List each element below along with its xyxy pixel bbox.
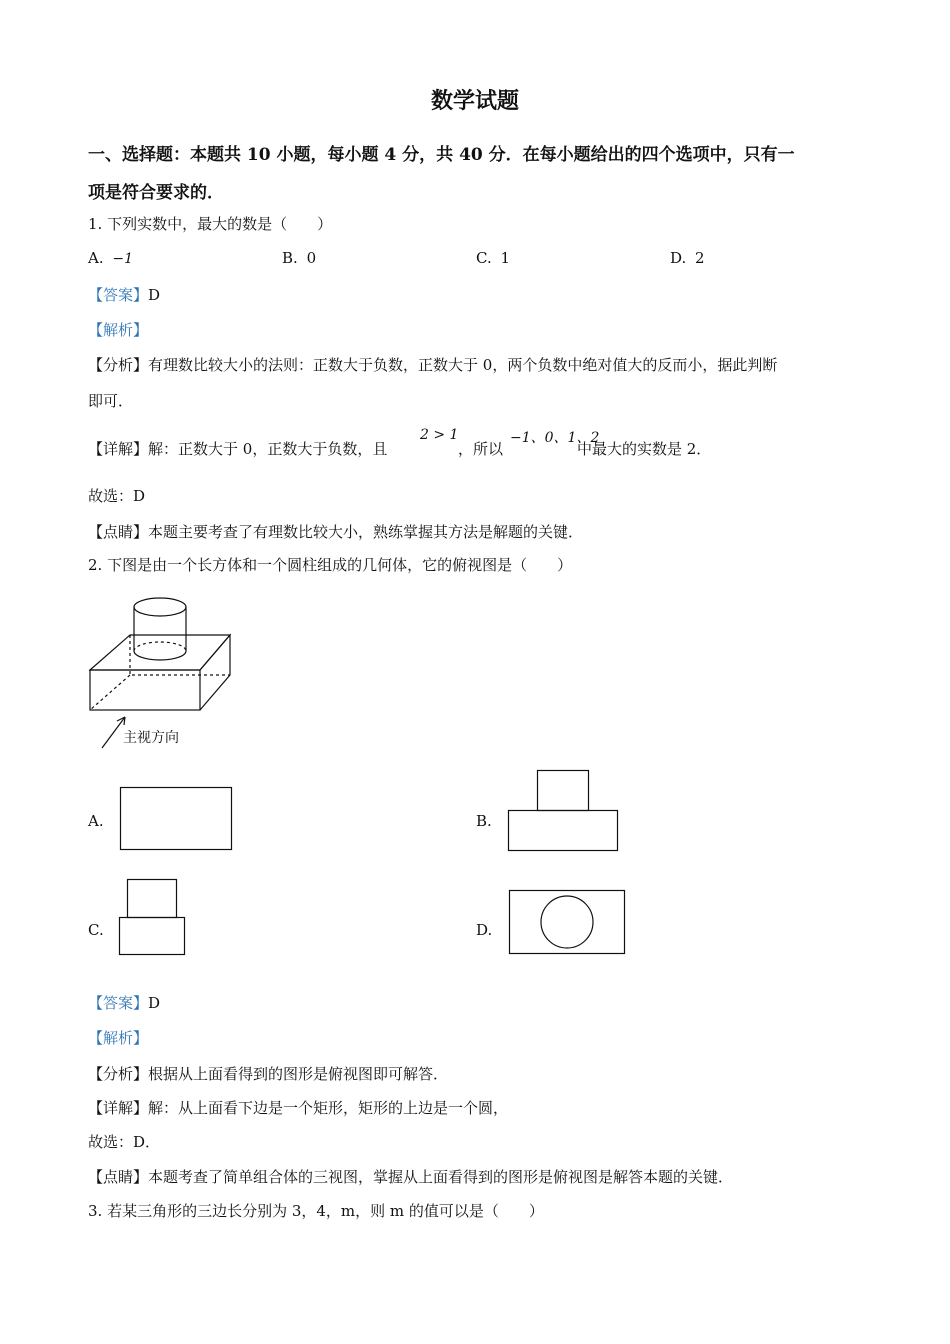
box-front-face <box>90 670 200 710</box>
q2-view-direction-label: 主视方向 <box>123 730 179 746</box>
q1-option-a-value: −1 <box>112 251 134 267</box>
section-heading-line1: 一、选择题：本题共 10 小题，每小题 4 分，共 40 分．在每小题给出的四个选项中，只有一 <box>88 145 795 165</box>
q1-detail-part2: ，所以 <box>458 440 504 458</box>
q1-option-d-value: 2 <box>695 249 705 267</box>
section-heading-line2: 项是符合要求的． <box>88 183 224 203</box>
q1-choose: 故选：D <box>88 487 146 505</box>
q2-option-c-label: C. <box>88 921 104 939</box>
q1-answer <box>88 284 160 305</box>
q2-detail-tag: 【详解】 <box>88 1099 149 1117</box>
q1-option-b-value: 0 <box>306 249 317 267</box>
cylinder-top <box>134 598 186 616</box>
q1-fenxi-tag: 【分析】 <box>88 356 149 374</box>
q1-option-c-value: 1 <box>500 249 511 267</box>
q2-choose: 故选：D． <box>88 1133 161 1151</box>
q1-comment-text: 本题主要考查了有理数比较大小，熟练掌握其方法是解题的关键． <box>148 523 584 541</box>
q1-option-c <box>476 249 510 267</box>
q3-stem: 3. 若某三角形的三边长分别为 3，4，m，则 m 的值可以是（ ） <box>88 1202 544 1220</box>
q1-detail-inequality: 2 > 1 <box>420 427 459 443</box>
q2-answer-value: D <box>148 994 161 1012</box>
q2-comment-text: 本题考查了简单组合体的三视图，掌握从上面看得到的图形是俯视图是解答本题的关键． <box>148 1168 734 1186</box>
q2-option-d-figure <box>509 889 627 955</box>
q1-answer-value: D <box>148 286 161 304</box>
q1-option-a <box>88 249 133 267</box>
q1-stem: 1. 下列实数中，最大的数是（ ） <box>88 215 333 233</box>
cylinder-bottom-hidden <box>134 642 186 651</box>
q2-option-b-label: B. <box>476 812 492 830</box>
q1-analysis-tag: 【解析】 <box>88 321 149 339</box>
q1-answer-tag: 【答案】 <box>88 286 149 304</box>
q2-comment <box>88 1166 733 1187</box>
q1-fenxi-text: 有理数比较大小的法则：正数大于负数，正数大于 0，两个负数中绝对值大的反而小，据此判断 <box>148 356 778 374</box>
q2-answer-tag: 【答案】 <box>88 994 149 1012</box>
view-direction-arrow <box>102 717 125 748</box>
q1-detail-part1: 解：正数大于 0，正数大于负数，且 <box>148 440 388 458</box>
q2-answer <box>88 992 160 1013</box>
q2-option-c-figure <box>118 879 188 957</box>
page-title: 数学试题 <box>430 88 519 114</box>
q2-option-d-label: D. <box>476 921 493 939</box>
q2-option-a-figure <box>120 787 233 851</box>
q1-fenxi-line2: 即可． <box>88 392 134 410</box>
q1-option-b-label: B. <box>282 249 298 267</box>
q1-fenxi-line1 <box>88 354 777 375</box>
q1-comment-tag: 【点睛】 <box>88 523 149 541</box>
q2-option-a-label: A. <box>88 812 104 830</box>
q1-detail-tag: 【详解】 <box>88 440 149 458</box>
q2-detail-text: 解：从上面看下边是一个矩形，矩形的上边是一个圆， <box>148 1099 509 1117</box>
q2-comment-tag: 【点睛】 <box>88 1168 149 1186</box>
q1-option-d-label: D. <box>670 249 687 267</box>
q2-option-b-figure <box>508 770 620 852</box>
box-top-face <box>90 635 230 670</box>
q2-fenxi <box>88 1063 448 1084</box>
q1-comment <box>88 521 583 542</box>
q2-detail <box>88 1097 508 1118</box>
q1-option-a-label: A. <box>88 249 104 267</box>
q2-stem: 2. 下图是由一个长方体和一个圆柱组成的几何体，它的俯视图是（ ） <box>88 556 573 574</box>
q1-option-b <box>282 249 316 267</box>
q1-detail-text1 <box>88 438 387 459</box>
cylinder-bottom-visible <box>134 651 186 660</box>
q1-option-c-label: C. <box>476 249 492 267</box>
q2-fenxi-text: 根据从上面看得到的图形是俯视图即可解答． <box>148 1065 449 1083</box>
q1-detail-part3: 中最大的实数是 2． <box>577 440 712 458</box>
q1-option-d <box>670 249 705 267</box>
q1-detail-set: −1、0、1、2 <box>510 430 600 446</box>
q2-analysis-tag: 【解析】 <box>88 1029 149 1047</box>
q2-fenxi-tag: 【分析】 <box>88 1065 149 1083</box>
box-right-face <box>200 635 230 710</box>
